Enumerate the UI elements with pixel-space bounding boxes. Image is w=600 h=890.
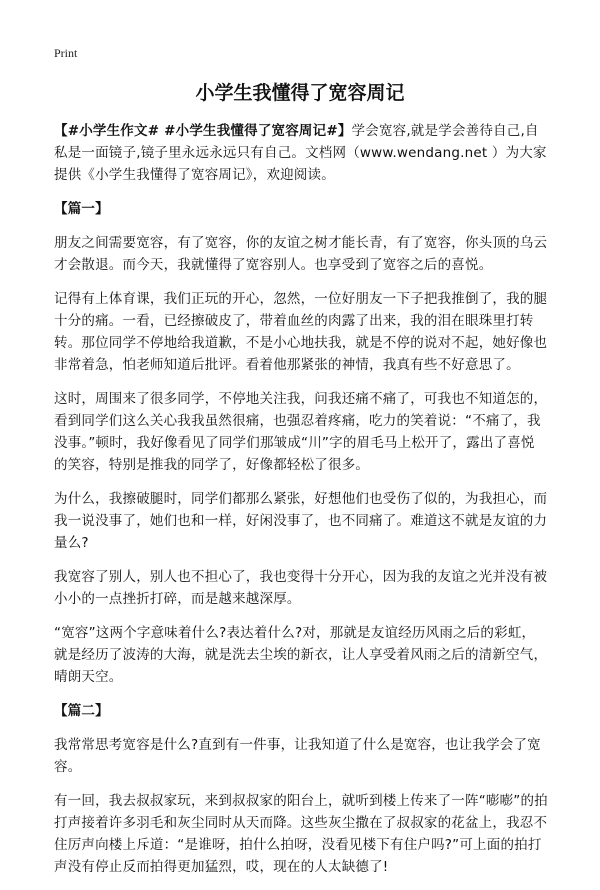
paragraph: 记得有上体育课，我们正玩的开心，忽然，一位好朋友一下子把我推倒了，我的腿十分的痛。一看，已经擦破皮了，带着血丝的肉露了出来，我的泪在眼珠里打转转。那位同学不停地给我道歉，不是小心地扶我，就是不停的说对不起，她好像也非常着急，怕老师知道后批评。看着他那紧张的神情，我真有些不好意思了。 xyxy=(54,291,548,373)
document-body xyxy=(54,120,548,890)
paragraph: “宽容”这两个字意味着什么?表达着什么?对，那就是友谊经历风雨之后的彩虹，就是经历了波涛的大海，就是洗去尘埃的新衣，让人享受着风雨之后的清新空气，晴朗天空。 xyxy=(54,625,548,685)
paragraph: 我宽容了别人，别人也不担心了，我也变得十分开心，因为我的友谊之光并没有被小小的一点挫折打碎，而是越来越深厚。 xyxy=(54,569,548,607)
page-title: 小学生我懂得了宽容周记 xyxy=(195,82,405,104)
intro-text: 学会宽容,就是学会善待自己,自私是一面镜子,镜子里永远永远只有自己。文档网（www.wendang.net ）为大家提供《小学生我懂得了宽容周记》，欢迎阅读。 xyxy=(54,123,547,183)
paragraph: 有一回，我去叔叔家玩，来到叔叔家的阳台上，就听到楼上传来了一阵“嘭嘭”的拍打声接着许多羽毛和灰尘同时从天而降。这些灰尘撒在了叔叔家的花盆上，我忍不住厉声向楼上斥道：“是谁呀，拍什么拍呀，没看见楼下有住户吗?”可上面的拍打声没有停止反而拍得更加猛烈，哎，现在的人太缺德了! xyxy=(54,793,548,875)
section-heading: 【篇二】 xyxy=(54,703,109,719)
paragraph: 朋友之间需要宽容，有了宽容，你的友谊之树才能长青，有了宽容，你头顶的乌云才会散退。而今天，我就懂得了宽容别人。也享受到了宽容之后的喜悦。 xyxy=(54,235,548,273)
paragraph: 这时，周围来了很多同学，不停地关注我，问我还痛不痛了，可我也不知道怎的，看到同学们这么关心我我虽然很痛，也强忍着疼痛，吃力的笑着说：“不痛了，我没事。”顿时，我好像看见了同学们那皱成“川”字的眉毛马上松开了，露出了喜悦的笑容，特别是推我的同学了，好像都轻松了很多。 xyxy=(54,391,548,473)
intro-tags: 【#小学生作文# #小学生我懂得了宽容周记#】 xyxy=(54,123,352,139)
paragraph: 为什么，我擦破腿时，同学们都那么紧张，好想他们也受伤了似的，为我担心，而我一说没事了，她们也和一样，好闲没事了，也不同痛了。难道这不就是友谊的力量么? xyxy=(54,491,548,551)
section-heading: 【篇一】 xyxy=(54,201,109,217)
print-label: Print xyxy=(54,46,78,60)
paragraph: 我常常思考宽容是什么?直到有一件事，让我知道了什么是宽容，也让我学会了宽容。 xyxy=(54,737,541,775)
intro-paragraph xyxy=(54,120,548,186)
